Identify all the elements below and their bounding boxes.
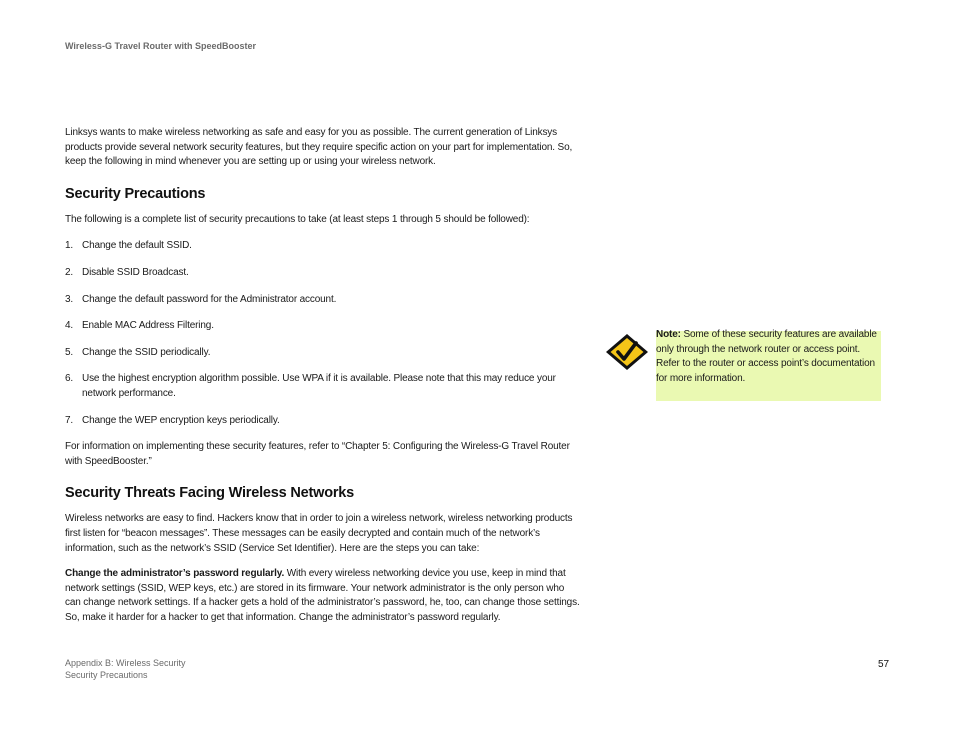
step-text: Enable MAC Address Filtering. <box>82 320 214 332</box>
step-number: 1. <box>65 240 74 252</box>
precautions-lead: The following is a complete list of security precautions to take (at least steps 1 through 5 should be followed): <box>65 213 530 225</box>
step-text: Change the default password for the Administrator account. <box>82 293 337 305</box>
step-number: 2. <box>65 266 74 278</box>
main-column <box>65 126 580 625</box>
note-label: Note: <box>656 329 681 340</box>
precautions-list <box>65 239 580 428</box>
checkmark-diamond-icon <box>605 333 649 371</box>
footer-section: Security Precautions <box>65 670 148 680</box>
step-number: 5. <box>65 346 74 358</box>
step-number: 3. <box>65 293 74 305</box>
heading-security-precautions: Security Precautions <box>65 185 206 202</box>
step-number: 4. <box>65 320 74 332</box>
step-text: Disable SSID Broadcast. <box>82 266 189 278</box>
step-number: 6. <box>65 373 74 385</box>
step-text: Change the default SSID. <box>82 240 192 252</box>
step-text: Change the WEP encryption keys periodically. <box>82 414 280 426</box>
precaution-step <box>65 266 580 281</box>
heading-security-threats: Security Threats Facing Wireless Networks <box>65 485 355 502</box>
reference-paragraph: For information on implementing these security features, refer to “Chapter 5: Configuring the Wireless-G Travel Router with SpeedBooster.” <box>65 441 570 467</box>
note-body: Some of these security features are available only through the network router or access point. Refer to the router or access point’s documentation for more information. <box>656 329 877 384</box>
step-text: Use the highest encryption algorithm possible. Use WPA if it is available. Please note that this may reduce your network performance. <box>82 373 556 399</box>
threats-paragraph: Wireless networks are easy to find. Hackers know that in order to join a wireless network, wireless networking products first listen for “beacon messages”. These messages can be easily decrypted and contain much of the network’s information, such as the network’s SSID (Service Set Identifier). Here are the steps you can take: <box>65 513 573 554</box>
note-text <box>656 328 881 386</box>
footer <box>65 657 186 681</box>
password-paragraph <box>65 567 580 625</box>
intro-paragraph: Linksys wants to make wireless networking as safe and easy for you as possible. The current generation of Linksys products provide several network security features, but they require specific action on your part for implementation. So, keep the following in mind whenever you are setting up or using your wireless network. <box>65 127 573 168</box>
page-number: 57 <box>878 659 890 670</box>
precaution-step <box>65 239 580 254</box>
password-tip-bold: Change the administrator’s password regularly. <box>65 568 285 580</box>
step-text: Change the SSID periodically. <box>82 346 211 358</box>
footer-chapter: Appendix B: Wireless Security <box>65 658 186 668</box>
precaution-step <box>65 414 580 429</box>
running-header: Wireless-G Travel Router with SpeedBooster <box>65 41 256 51</box>
precaution-step <box>65 293 580 308</box>
precaution-step <box>65 372 580 401</box>
step-number: 7. <box>65 414 74 426</box>
password-tip-text: With every wireless networking device you use, keep in mind that network settings (SSID, WEP keys, etc.) are stored in its firmware. Your network administrator is the only person who can change network settings. If a hacker gets a hold of the administrator’s password, he, too, can change those settings. So, make it harder for a hacker to get that information. Change the administrator’s password regularly. <box>65 568 580 623</box>
precaution-step <box>65 319 580 334</box>
precaution-step <box>65 346 580 361</box>
